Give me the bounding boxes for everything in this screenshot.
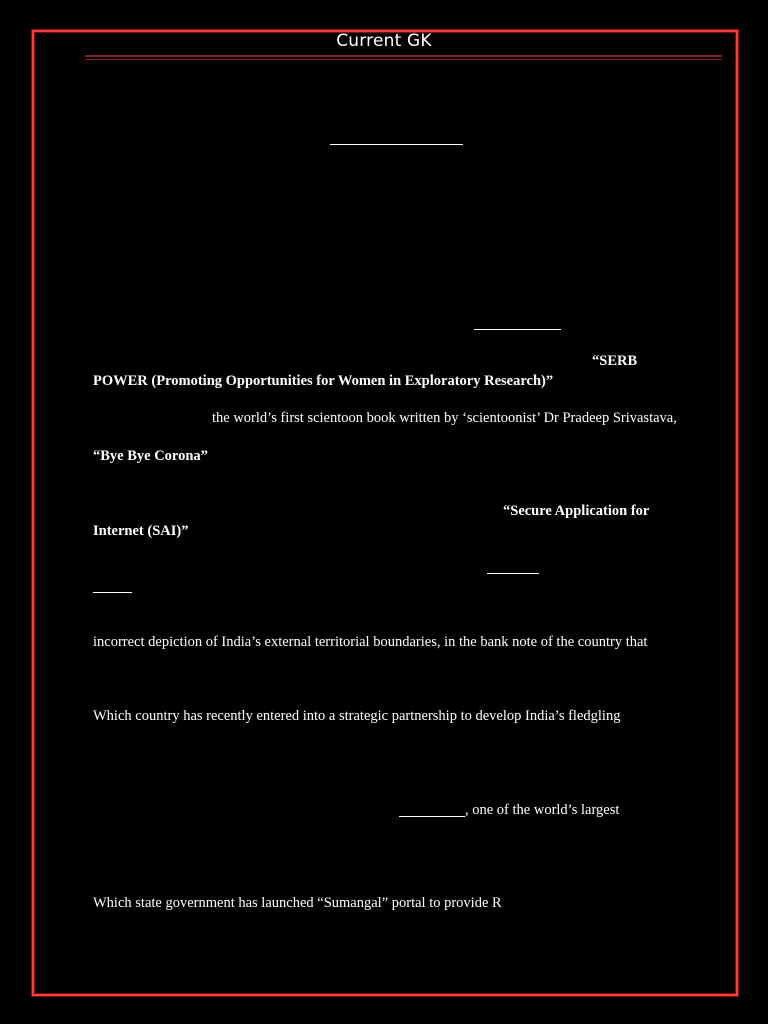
sai-internet-text: Internet (SAI)”	[93, 523, 189, 539]
sai-quote-text: “Secure Application for	[503, 503, 650, 519]
bye-bye-corona-text: “Bye Bye Corona”	[93, 448, 208, 464]
answer-blank-2	[474, 329, 561, 330]
scientoon-text: the world’s first scientoon book written by ‘scientoonist’ Dr Pradeep Srivastava,	[212, 410, 677, 426]
serb-quote-text: “SERB	[592, 353, 638, 369]
partnership-text: Which country has recently entered into a strategic partnership to develop India’s fledgling	[93, 708, 621, 724]
header-divider	[85, 55, 722, 60]
answer-blank-3	[487, 573, 539, 574]
largest-text: , one of the world’s largest	[465, 802, 620, 818]
serb-power-text: POWER (Promoting Opportunities for Women in Exploratory Research)”	[93, 373, 554, 389]
answer-blank-1	[330, 144, 463, 145]
answer-blank-4	[93, 592, 132, 593]
depiction-text: incorrect depiction of India’s external territorial boundaries, in the bank note of the country that	[93, 634, 648, 650]
sumangal-text: Which state government has launched “Sumangal” portal to provide R	[93, 895, 502, 911]
page-title: Current GK	[336, 31, 432, 51]
answer-blank-5	[399, 816, 465, 817]
